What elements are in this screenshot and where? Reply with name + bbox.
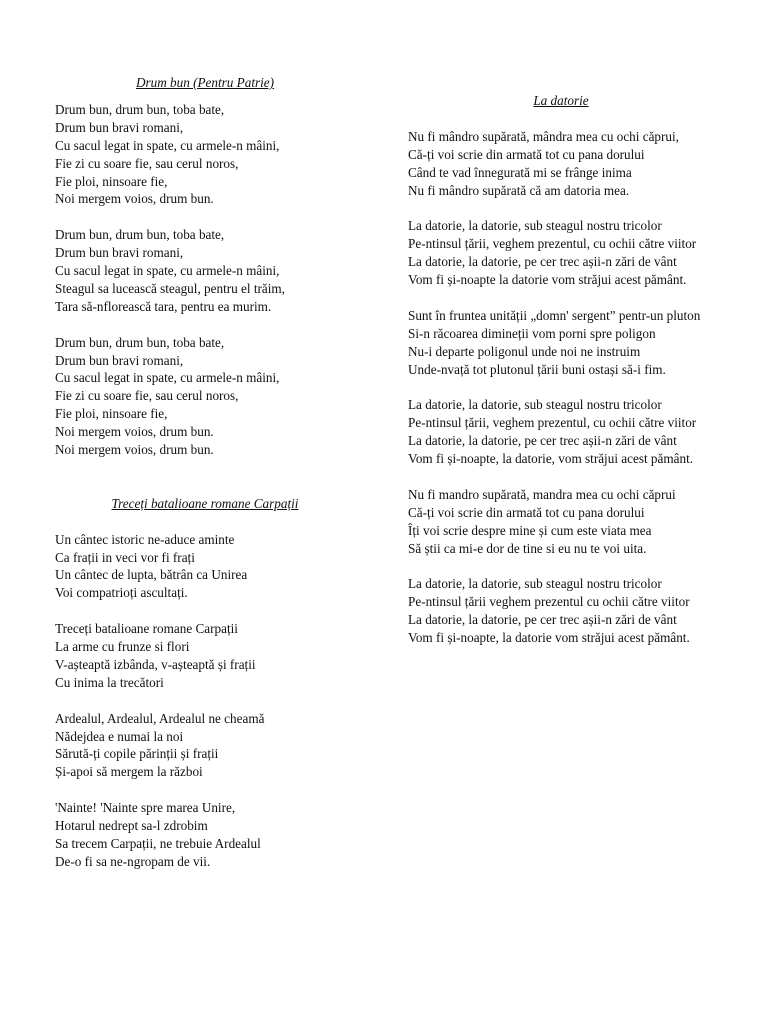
lyric-line: Sărută-ți copile părinții și frații [55,746,219,762]
lyric-line: Drum bun, drum bun, toba bate, [55,101,225,117]
lyric-line: Fie zi cu soare fie, sau cerul noros, [55,388,239,404]
stanza [408,486,714,558]
lyric-line: Treceți batalioane romane Carpații [55,621,238,637]
lyric-line: 'Nainte! 'Nainte spre marea Unire, [55,800,236,816]
lyric-line: Nădejdea e numai la noi [55,728,184,744]
spacer [408,557,714,575]
lyric-line: Un cântec de lupta, bătrân ca Unirea [55,567,248,583]
spacer [55,316,355,334]
lyric-line: Fie zi cu soare fie, sau cerul noros, [55,155,239,171]
lyric-line: Nu fi mândro supărată, mândra mea cu ochi căprui, [408,128,679,144]
lyric-line: De-o fi sa ne-ngropam de vii. [55,853,211,869]
lyric-line: Ca frații in veci vor fi frați [55,549,195,565]
lyric-line: La datorie, la datorie, pe cer trec așii-n zări de vânt [408,612,677,628]
stanza [55,226,355,316]
lyric-line: Pe-ntinsul țării veghem prezentul cu ochii către viitor [408,594,690,610]
lyric-line: La arme cu frunze si flori [55,639,190,655]
lyric-line: Vom fi și-noapte, la datorie vom străjui acest pământ. [408,630,690,646]
lyric-line: Drum bun bravi romani, [55,119,184,135]
lyric-line: Noi mergem voios, drum bun. [55,442,214,458]
spacer [408,289,714,307]
lyric-line: Drum bun, drum bun, toba bate, [55,334,225,350]
stanza [408,217,714,289]
lyric-line: Cu inima la trecători [55,674,164,690]
spacer [408,378,714,396]
lyric-line: Când te vad înnegurată mi se frânge inima [408,164,632,180]
right-column [408,92,714,647]
spacer [55,602,355,620]
lyric-line: Și-apoi să mergem la război [55,764,203,780]
stanza [408,396,714,468]
lyric-line: Să știi ca mi-e dor de tine si eu nu te voi uita. [408,540,647,556]
lyric-line: V-așteaptă izbânda, v-așteaptă și frații [55,656,256,672]
stanza [55,799,355,871]
spacer [408,110,714,128]
lyric-line: Vom fi și-noapte, la datorie, vom străjui acest pământ. [408,451,694,467]
spacer [408,468,714,486]
stanza [55,334,355,459]
lyric-line: La datorie, la datorie, sub steagul nostru tricolor [408,576,662,592]
spacer [408,199,714,217]
lyric-line: Pe-ntinsul țării, veghem prezentul, cu ochii către viitor [408,415,697,431]
lyric-line: Că-ți voi scrie din armată tot cu pana dorului [408,146,645,162]
lyric-line: Voi compatrioți ascultați. [55,585,188,601]
lyric-line: Hotarul nedrept sa-l zdrobim [55,818,208,834]
lyric-line: La datorie, la datorie, pe cer trec așii-n zări de vânt [408,254,677,270]
lyric-line: Drum bun bravi romani, [55,352,184,368]
lyric-line: La datorie, la datorie, sub steagul nostru tricolor [408,218,662,234]
stanza [55,101,355,208]
lyric-line: Nu-i departe poligonul unde noi ne instruim [408,343,641,359]
lyric-line: Tara să-nflorească tara, pentru ea murim. [55,298,272,314]
lyric-line: Pe-ntinsul țării, veghem prezentul, cu ochii către viitor [408,236,697,252]
left-column [55,74,355,871]
song-title-drum-bun: Drum bun (Pentru Patrie) [135,75,275,90]
lyric-line: Cu sacul legat in spate, cu armele-n mâini, [55,370,280,386]
song-title-treceti-batalioane: Treceți batalioane romane Carpații [111,495,299,511]
lyric-line: Drum bun bravi romani, [55,245,184,261]
lyric-line: Noi mergem voios, drum bun. [55,191,214,207]
lyric-line: Că-ți voi scrie din armată tot cu pana dorului [408,504,645,520]
lyric-line: Îți voi scrie despre mine și cum este viata mea [408,522,652,538]
stanza [408,128,714,200]
lyric-line: Cu sacul legat in spate, cu armele-n mâini, [55,137,280,153]
stanza [408,575,714,647]
lyric-line: Cu sacul legat in spate, cu armele-n mâini, [55,263,280,279]
stanza [55,620,355,692]
song-title-la-datorie: La datorie [533,93,589,108]
lyric-line: Nu fi mândro supărată că am datoria mea. [408,182,630,198]
lyric-line: Un cântec istoric ne-aduce aminte [55,531,235,547]
spacer [55,692,355,710]
lyric-line: Unde-nvață tot plutonul țării buni ostași să-i fim. [408,361,666,377]
lyric-line: Vom fi și-noapte la datorie vom străjui acest pământ. [408,272,687,288]
stanza [408,307,714,379]
lyric-line: Sa trecem Carpații, ne trebuie Ardealul [55,835,261,851]
lyric-line: Nu fi mandro supărată, mandra mea cu ochi căprui [408,486,676,502]
lyric-line: Steagul sa lucească steagul, pentru el trăim, [55,280,285,296]
stanza [55,531,355,603]
lyric-line: Sunt în fruntea unității „domn' sergent” pentr-un pluton [408,307,701,323]
lyric-line: La datorie, la datorie, sub steagul nostru tricolor [408,397,662,413]
spacer [55,513,355,531]
spacer [55,208,355,226]
spacer [55,92,355,101]
spacer [55,781,355,799]
spacer [55,459,355,495]
lyric-line: Ardealul, Ardealul, Ardealul ne cheamă [55,710,265,726]
stanza [55,710,355,782]
lyric-line: Fie ploi, ninsoare fie, [55,406,168,422]
lyric-line: Noi mergem voios, drum bun. [55,424,214,440]
lyric-line: Fie ploi, ninsoare fie, [55,173,168,189]
lyric-line: Si-n răcoarea dimineții vom porni spre poligon [408,325,656,341]
lyric-line: Drum bun, drum bun, toba bate, [55,227,225,243]
lyric-line: La datorie, la datorie, pe cer trec așii-n zări de vânt [408,433,677,449]
